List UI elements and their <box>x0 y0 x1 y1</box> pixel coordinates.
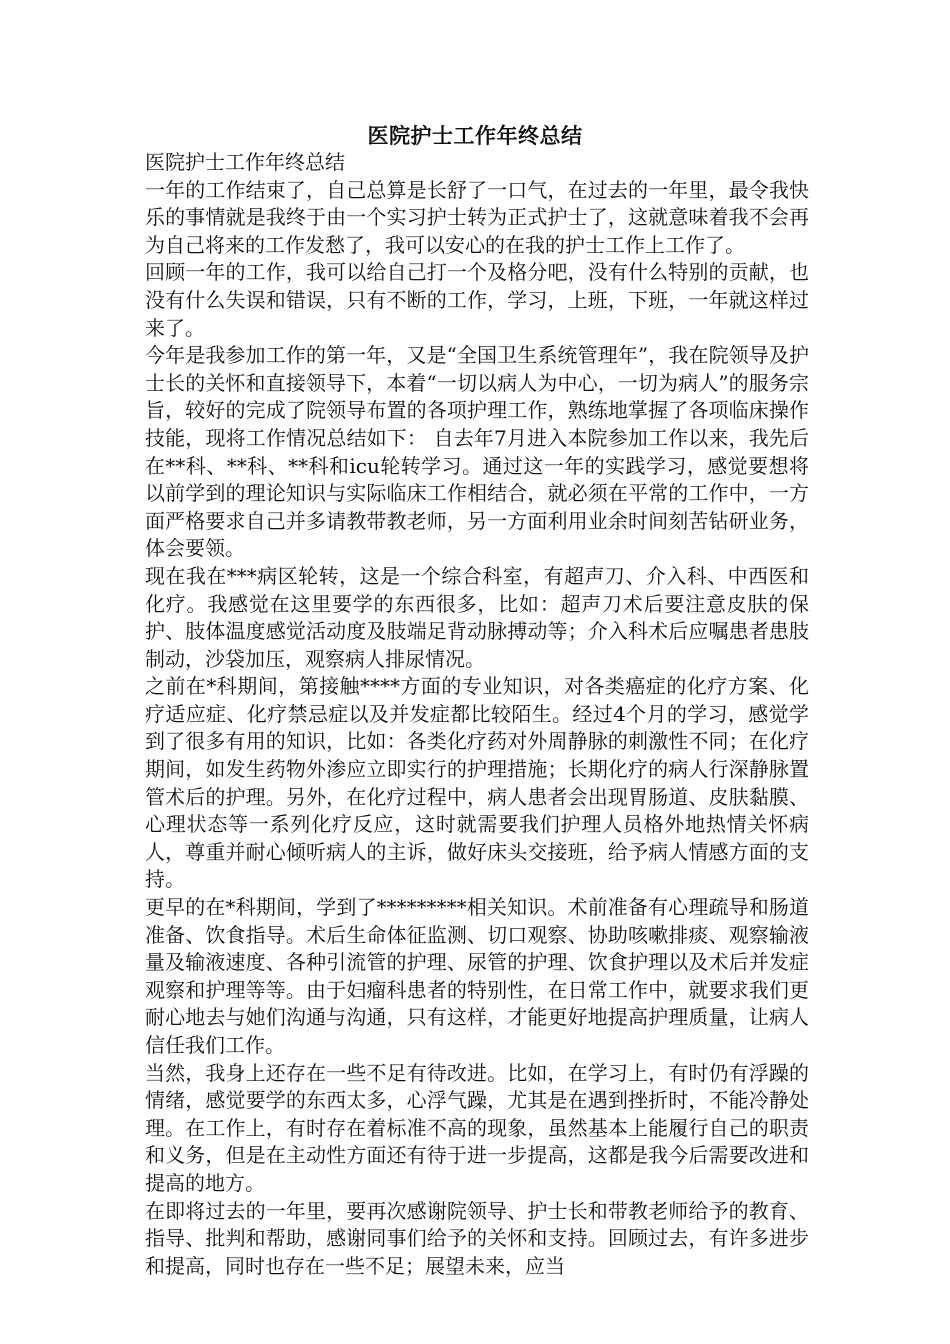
paragraph: 当然，我身上还存在一些不足有待改进。比如，在学习上，有时仍有浮躁的情绪，感觉要学的东西太多，心浮气躁，尤其是在遇到挫折时，不能冷静处理。在工作上，有时存在着标准不高的现象，虽然基本上能履行自己的职责和义务，但是在主动性方面还有待于进一步提高，这都是我今后需要改进和提高的地方。 <box>145 1060 809 1195</box>
document-title: 医院护士工作年终总结 <box>367 124 583 148</box>
paragraph-subtitle: 医院护士工作年终总结 <box>145 150 345 174</box>
document-body <box>145 149 809 1280</box>
paragraph: 之前在*科期间，第接触****方面的专业知识，对各类癌症的化疗方案、化疗适应症、化疗禁忌症以及并发症都比较陌生。经过4个月的学习，感觉学到了很多有用的知识，比如：各类化疗药对外周静脉的刺激性不同；在化疗期间，如发生药物外渗应立即实行的护理措施；长期化疗的病人行深静脉置管术后的护理。另外，在化疗过程中，病人患者会出现胃肠道、皮肤黏膜、心理状态等一系列化疗反应，这时就需要我们护理人员格外地热情关怀病人，尊重并耐心倾听病人的主诉，做好床头交接班，给予病人情感方面的支持。 <box>145 674 809 892</box>
paragraph: 在即将过去的一年里，要再次感谢院领导、护士长和带教老师给予的教育、指导、批判和帮助，感谢同事们给予的关怀和支持。回顾过去，有许多进步和提高，同时也存在一些不足；展望未来，应当 <box>145 1198 809 1278</box>
paragraph: 一年的工作结束了，自己总算是长舒了一口气，在过去的一年里，最令我快乐的事情就是我终于由一个实习护士转为正式护士了，这就意味着我不会再为自己将来的工作发愁了，我可以安心的在我的护士工作上工作了。 <box>145 177 809 257</box>
paragraph: 回顾一年的工作，我可以给自己打一个及格分吧，没有什么特别的贡献，也没有什么失误和错误，只有不断的工作，学习，上班，下班，一年就这样过来了。 <box>145 260 809 340</box>
paragraph: 今年是我参加工作的第一年，又是“全国卫生系统管理年”，我在院领导及护士长的关怀和直接领导下，本着“一切以病人为中心，一切为病人”的服务宗旨，较好的完成了院领导布置的各项护理工作，熟练地掌握了各项临床操作技能，现将工作情况总结如下： 自去年7月进入本院参加工作以来，我先后在**科、**科、**科和icu轮转学习。通过这一年的实践学习，感觉要想将以前学到的理论知识与实际临床工作相结合，就必须在平常的工作中，一方面严格要求自己并多请教带教老师，另一方面利用业余时间刻苦钻研业务，体会要领。 <box>145 343 809 561</box>
paragraph: 更早的在*科期间，学到了*********相关知识。术前准备有心理疏导和肠道准备、饮食指导。术后生命体征监测、切口观察、协助咳嗽排痰、观察输液量及输液速度、各种引流管的护理、尿管的护理、饮食护理以及术后并发症观察和护理等等。由于妇瘤科患者的特别性，在日常工作中，就要求我们更耐心地去与她们沟通与沟通，只有这样，才能更好地提高护理质量，让病人信任我们工作。 <box>145 895 809 1057</box>
paragraph: 现在我在***病区轮转，这是一个综合科室，有超声刀、介入科、中西医和化疗。我感觉在这里要学的东西很多，比如：超声刀术后要注意皮肤的保护、肢体温度感觉活动度及肢端足背动脉搏动等；介入科术后应嘱患者患肢制动，沙袋加压，观察病人排尿情况。 <box>145 563 809 671</box>
